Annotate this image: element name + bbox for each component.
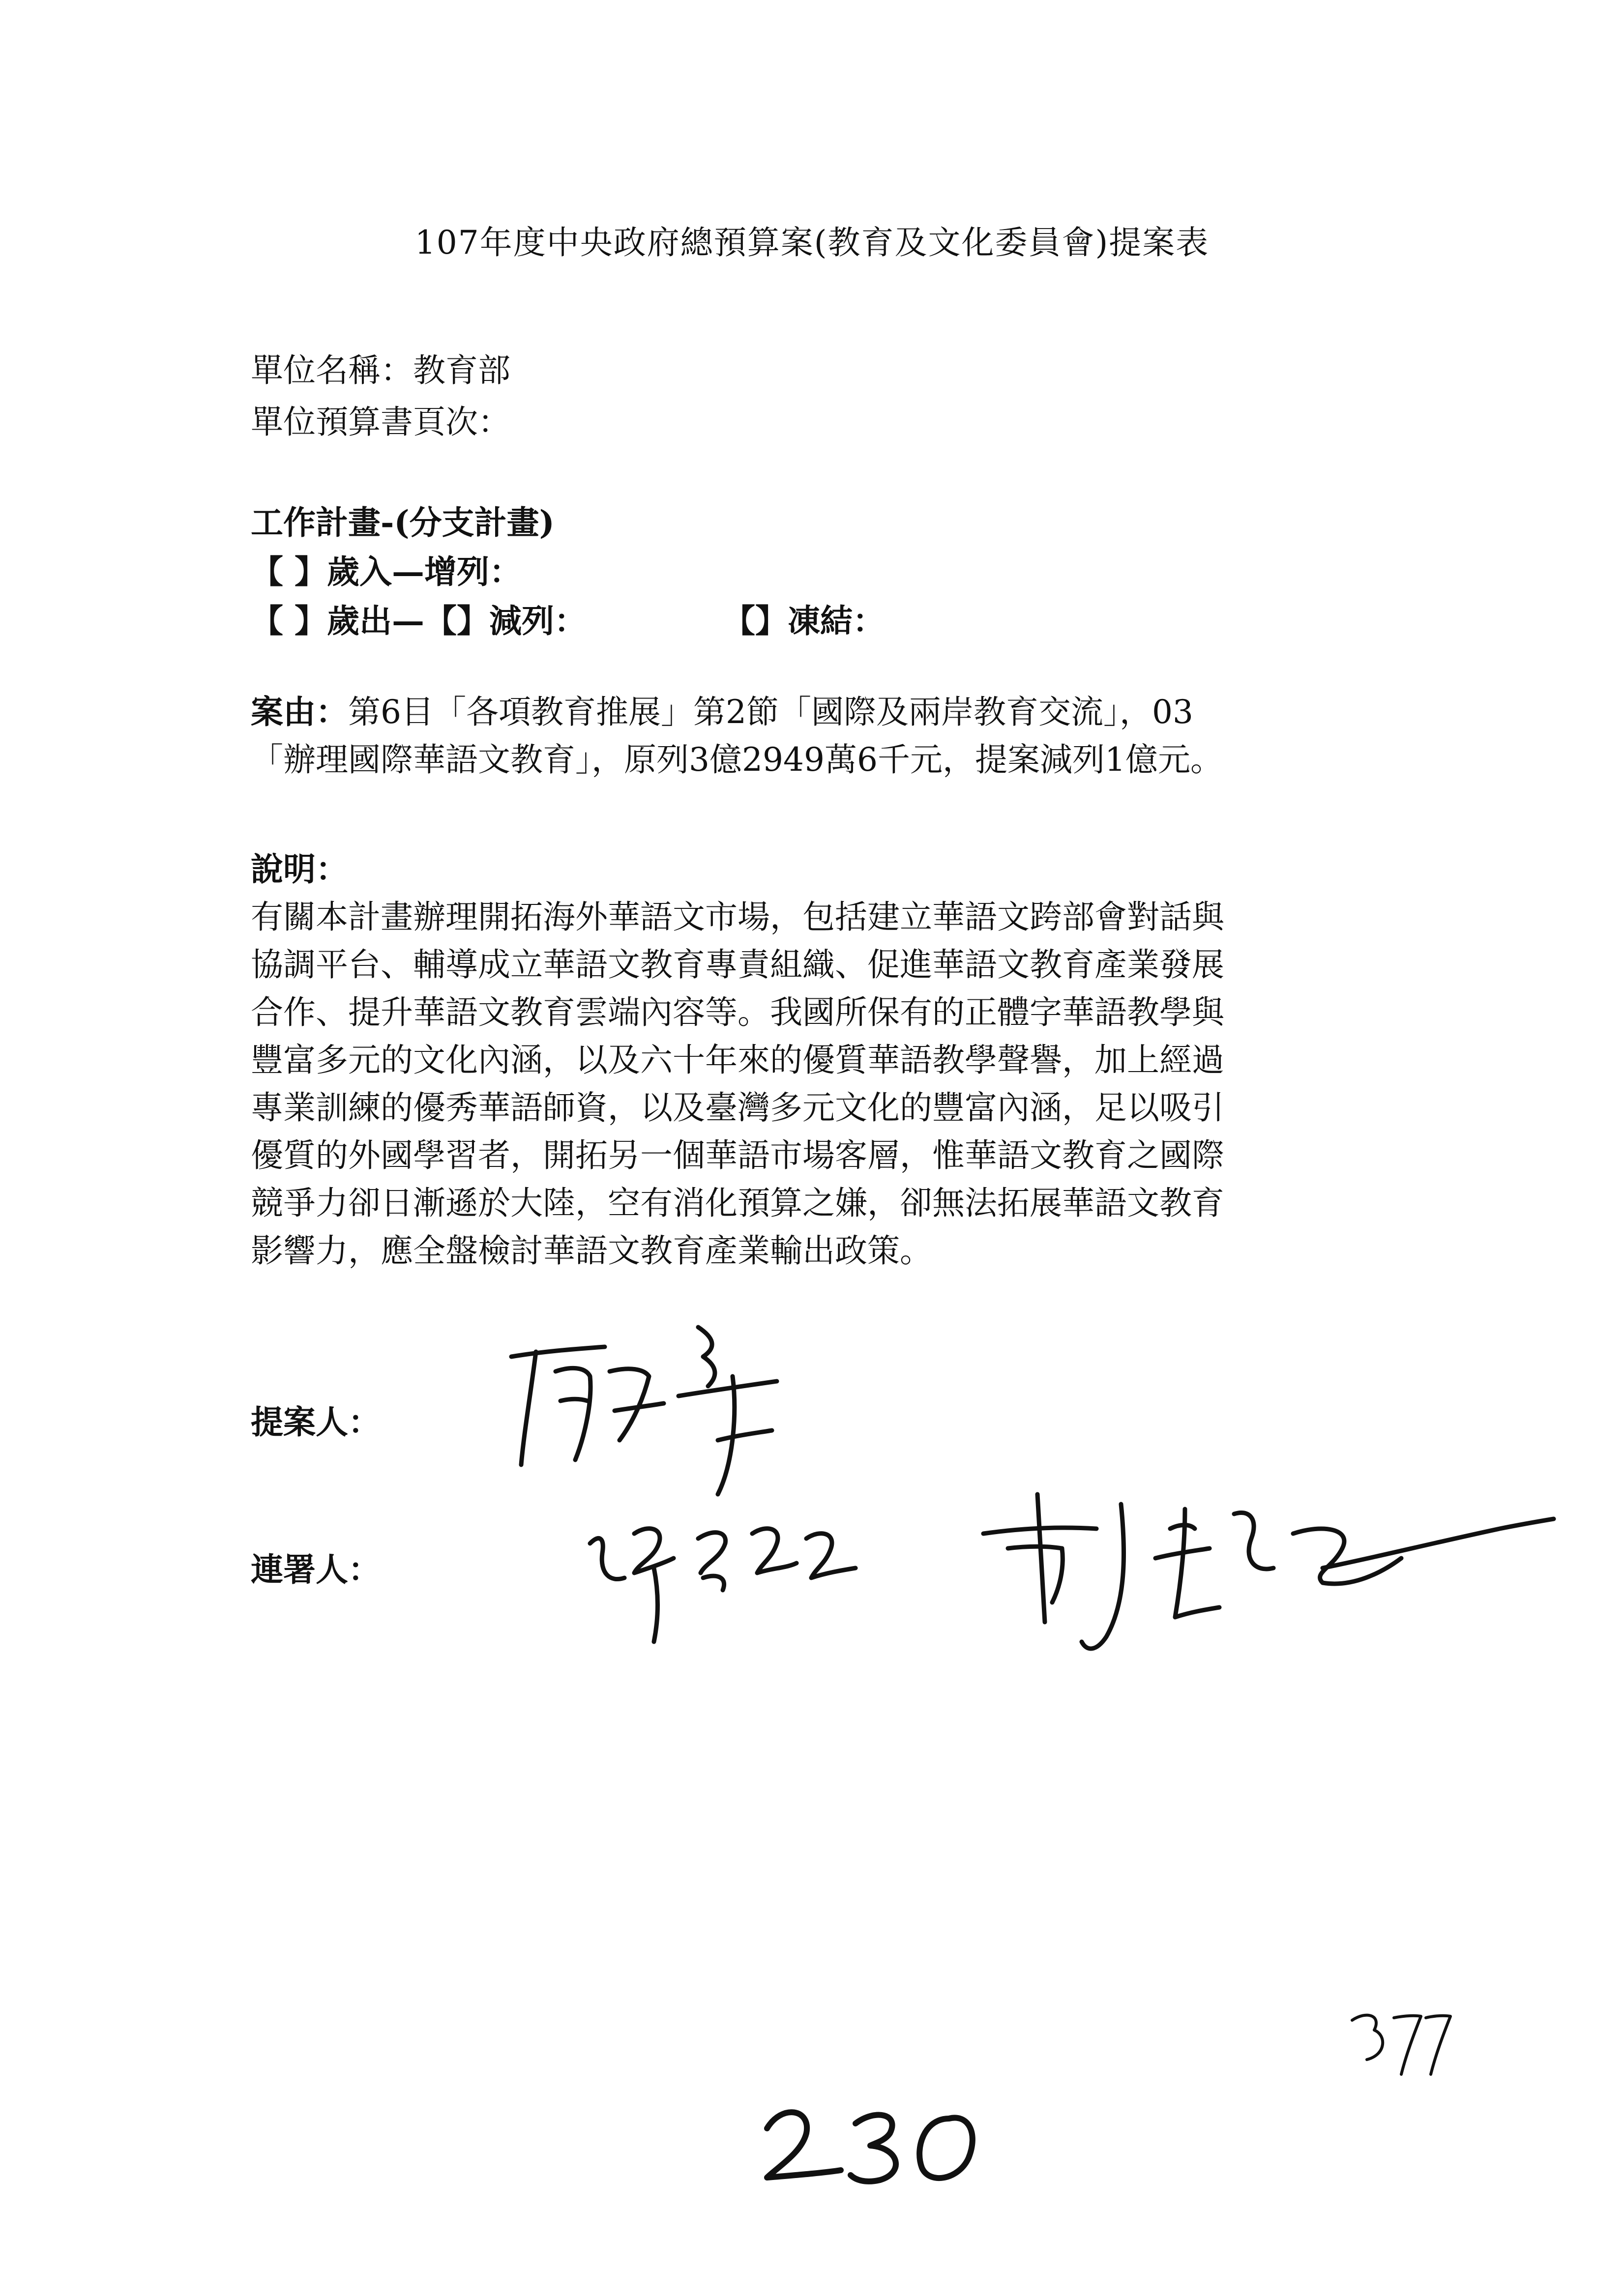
explanation-line: 競爭力卻日漸遜於大陸，空有消化預算之嫌，卻無法拓展華語文教育 xyxy=(251,1184,1224,1222)
explanation-section xyxy=(251,845,1377,1275)
revenue-line: 【 】歲入—增列： xyxy=(251,552,522,591)
freeze-label: 【】凍結： xyxy=(723,602,885,640)
explanation-line: 影響力，應全盤檢討華語文教育產業輸出政策。 xyxy=(251,1232,932,1270)
unit-name: 單位名稱：教育部 xyxy=(251,351,510,389)
page-title: 107年度中央政府總預算案(教育及文化委員會)提案表 xyxy=(414,224,1210,262)
explanation-line: 專業訓練的優秀華語師資，以及臺灣多元文化的豐富內涵，足以吸引 xyxy=(251,1089,1224,1127)
cosigner-label: 連署人： xyxy=(251,1550,381,1589)
proposer-label: 提案人： xyxy=(251,1403,381,1441)
explanation-line: 有關本計畫辦理開拓海外華語文市場，包括建立華語文跨部會對話與 xyxy=(251,898,1224,936)
explanation-line: 合作、提升華語文教育雲端內容等。我國所保有的正體字華語教學與 xyxy=(251,993,1224,1031)
proposer-signature-image xyxy=(502,1317,826,1524)
cosigner-signature-1-image xyxy=(580,1504,915,1652)
explanation-label: 說明： xyxy=(251,850,348,888)
work-plan: 工作計畫-(分支計畫) xyxy=(251,503,555,542)
budget-page: 單位預算書頁次： xyxy=(251,403,510,441)
case-line: 案由：第6目「各項教育推展」第2節「國際及兩岸教育交流」，03 xyxy=(251,693,1193,731)
case-line: 「辦理國際華語文教育」，原列3億2949萬6千元，提案減列1億元。 xyxy=(251,741,1223,779)
expense-line: 【 】歲出—【】減列： xyxy=(251,602,587,640)
explanation-line: 協調平台、輔導成立華語文教育專責組織、促進華語文教育產業發展 xyxy=(251,946,1224,984)
case-label: 案由： xyxy=(251,693,348,731)
case-section xyxy=(251,688,1377,784)
handwritten-page-number-230 xyxy=(757,2094,993,2192)
explanation-line: 優質的外國學習者，開拓另一個華語市場客層，惟華語文教育之國際 xyxy=(251,1136,1224,1174)
cosigner-signature-2-image xyxy=(978,1475,1559,1681)
explanation-line: 豐富多元的文化內涵，以及六十年來的優質華語教學聲譽，加上經過 xyxy=(251,1041,1224,1079)
handwritten-page-number-377 xyxy=(1347,2005,1455,2084)
